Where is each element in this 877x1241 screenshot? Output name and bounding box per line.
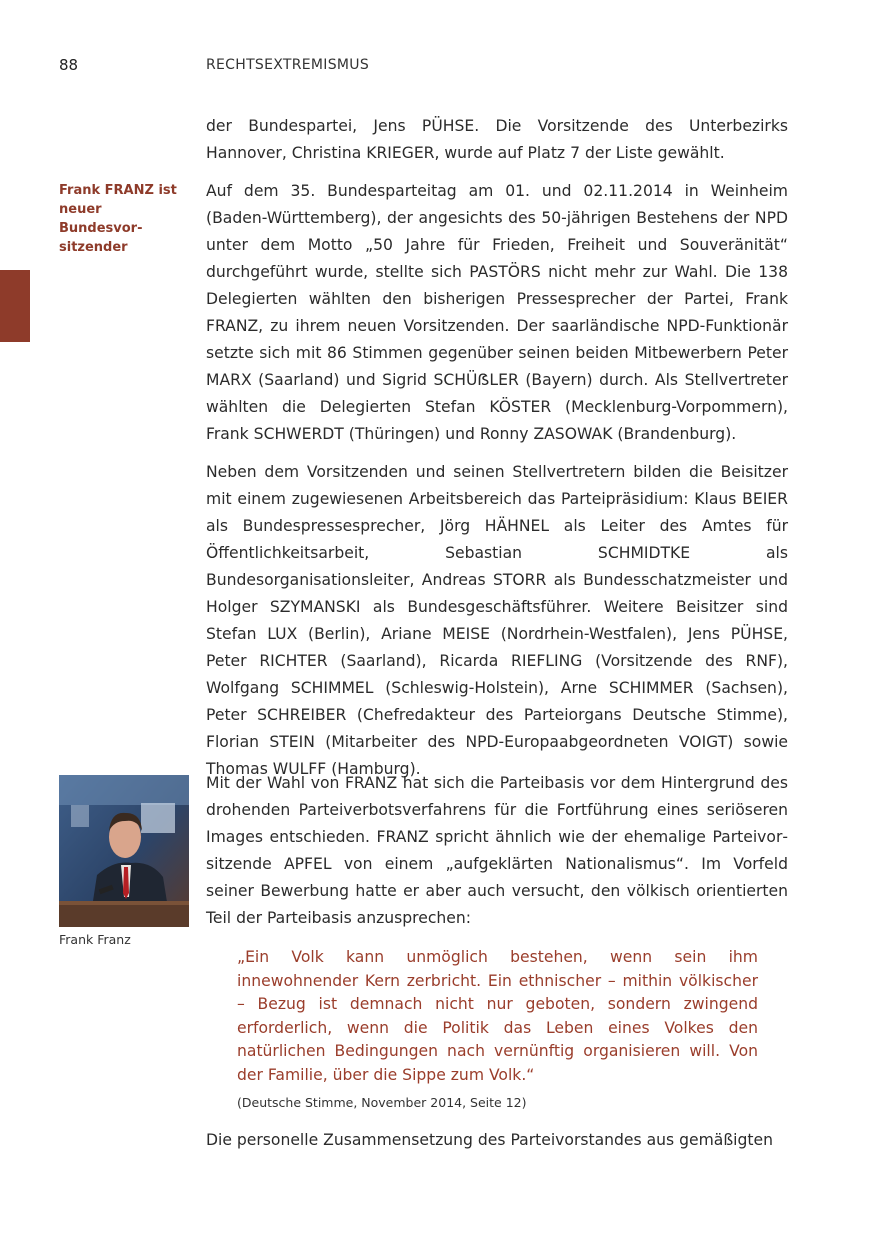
margin-note: Frank FRANZ ist neuer Bundesvor-sitzender: [59, 183, 177, 255]
paragraph-5: Die personelle Zusammensetzung des Parteivorstandes aus gemäßigten: [206, 1131, 774, 1149]
quote-source: (Deutsche Stimme, November 2014, Seite 12): [237, 1095, 527, 1110]
block-quote: „Ein Volk kann unmöglich bestehen, wenn sein ihm innewohnender Kern zerbricht. Ein ethnischer – mithin völkischer – Bezug ist demnach nicht nur geboten, sondern zwingend erforderlich, wenn die Politik das Leben eines Volkes den natürlichen Bedingungen nach vernünftig organisieren will. Von der Familie, über die Sippe zum Volk.“: [237, 948, 758, 1084]
speaker-photo: [59, 775, 189, 927]
speaker-photo-illustration: [59, 775, 189, 927]
chapter-tab-marker: [0, 270, 30, 342]
paragraph-2: Auf dem 35. Bundesparteitag am 01. und 02.11.2014 in Weinheim (Baden-Württemberg), der angesichts des 50-jährigen Bestehens der NPD unter dem Motto „50 Jahre für Frieden, Freiheit und Souveränität“ durchgeführt wurde, stellte sich PASTÖRS nicht mehr zur Wahl. Die 138 Delegierten wählten den bisherigen Pressesprecher der Partei, Frank FRANZ, zu ihrem neuen Vorsitzenden. Der saarländische NPD-Funktionär setzte sich mit 86 Stimmen gegenüber seinen beiden Mitbewerbern Peter MARX (Saarland) und Sigrid SCHÜẞLER (Bayern) durch. Als Stellvertreter wählten die Delegierten Stefan KÖSTER (Mecklenburg-Vorpommern), Frank SCHWERDT (Thüringen) und Ronny ZASOWAK (Brandenburg).: [206, 182, 788, 443]
running-title: RECHTSEXTREMISMUS: [206, 57, 370, 73]
photo-caption: Frank Franz: [59, 932, 131, 947]
page-number: 88: [59, 56, 79, 74]
paragraph-3: Neben dem Vorsitzenden und seinen Stellvertretern bilden die Beisitzer mit einem zugewiesenen Arbeitsbereich das Parteipräsidium: Klaus BEIER als Bundespressesprecher, Jörg HÄHNEL als Leiter des Amtes für Öffentlichkeitsarbeit, Sebastian SCHMIDTKE als Bundesorganisationsleiter, Andreas STORR als Bundesschatzmeister und Holger SZYMANSKI als Bundesgeschäftsführer. Weitere Beisitzer sind Stefan LUX (Berlin), Ariane MEISE (Nordrhein-Westfalen), Jens PÜHSE, Peter RICHTER (Saarland), Ricarda RIEFLING (Vorsitzende des RNF), Wolfgang SCHIMMEL (Schleswig-Holstein), Arne SCHIMMER (Sachsen), Peter SCHREIBER (Chefredakteur des Parteiorgans Deutsche Stimme), Florian STEIN (Mitarbeiter des NPD-Europaabgeordneten VOIGT) sowie Thomas WULFF (Hamburg).: [206, 463, 788, 778]
paragraph-1: der Bundespartei, Jens PÜHSE. Die Vorsitzende des Unterbezirks Hannover, Christina KRIEGER, wurde auf Platz 7 der Liste gewählt.: [206, 117, 788, 162]
paragraph-4: Mit der Wahl von FRANZ hat sich die Parteibasis vor dem Hintergrund des drohenden Parteiverbotsverfahrens für die Fortführung eines seriöseren Images entschieden. FRANZ spricht ähnlich wie der ehemalige Parteivorsitzende APFEL von einem „aufgeklärten Nationalismus“. Im Vorfeld seiner Bewerbung hatte er aber auch versucht, den völkisch orientierten Teil der Parteibasis anzusprechen:: [206, 774, 788, 927]
